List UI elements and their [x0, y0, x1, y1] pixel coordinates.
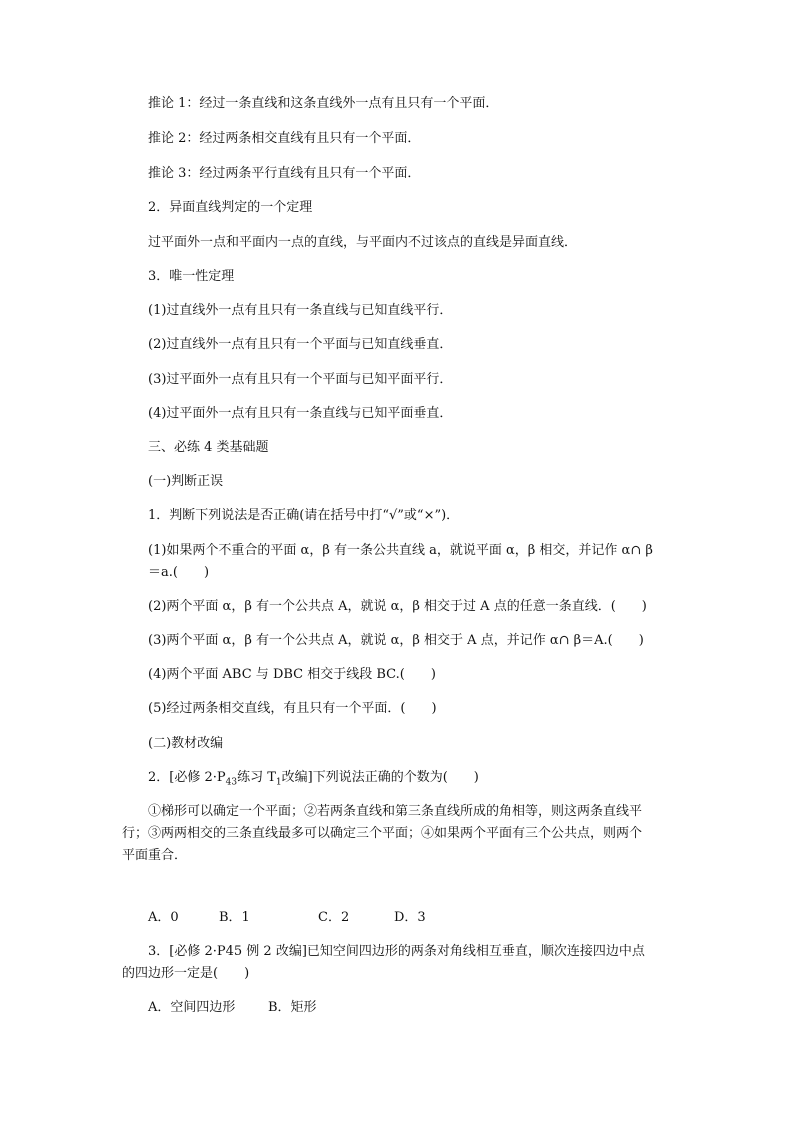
question-2-body-line-3: 平面重合． [122, 848, 188, 863]
question-1-item-1-cont: ＝a.( ) [148, 565, 210, 580]
uniqueness-item-4: (4)过平面外一点有且只有一条直线与已知平面垂直． [148, 406, 453, 421]
question-2-option-a: A．0 [148, 910, 179, 925]
question-1-item-2: (2)两个平面 α，β 有一个公共点 A，就说 α，β 相交于过 A 点的任意一条直线．( ) [148, 599, 647, 614]
question-2-option-d: D．3 [394, 910, 426, 925]
section-heading-practice: 三、必练 4 类基础题 [148, 440, 269, 455]
question-2-body-line-1: ①梯形可以确定一个平面；②若两条直线和第三条直线所成的角相等，则这两条直线平 [148, 804, 643, 819]
question-2-option-c: C．2 [318, 910, 350, 925]
corollary-1: 推论 1：经过一条直线和这条直线外一点有且只有一个平面． [148, 96, 499, 111]
section-heading-uniqueness: 3．唯一性定理 [148, 269, 235, 284]
question-1-item-1: (1)如果两个不重合的平面 α，β 有一条公共直线 a，就说平面 α，β 相交，并记作 α∩ β [148, 543, 653, 558]
subsection-textbook-adapted: (二)教材改编 [148, 736, 224, 751]
corollary-3: 推论 3：经过两条平行直线有且只有一个平面． [148, 166, 421, 181]
section-heading-skew-lines: 2．异面直线判定的一个定理 [148, 200, 313, 215]
corollary-2: 推论 2：经过两条相交直线有且只有一个平面． [148, 131, 421, 146]
question-3-option-b: B．矩形 [268, 1000, 317, 1015]
question-2-stem: 2．[必修 $2\cdot P_{43}$练习 $T_1$改编]下列说法正确的个数为( ) [148, 770, 479, 788]
question-1-stem: 1．判断下列说法是否正确(请在括号中打“√”或“×”)． [148, 508, 460, 523]
question-3-stem-line-2: 的四边形一定是( ) [122, 966, 250, 981]
question-1-item-4: (4)两个平面 ABC 与 DBC 相交于线段 BC.( ) [148, 667, 436, 682]
uniqueness-item-3: (3)过平面外一点有且只有一个平面与已知平面平行． [148, 372, 453, 387]
question-2-option-b: B．1 [219, 910, 250, 925]
question-1-item-5: (5)经过两条相交直线，有且只有一个平面．( ) [148, 701, 437, 716]
skew-lines-theorem: 过平面外一点和平面内一点的直线，与平面内不过该点的直线是异面直线． [148, 235, 578, 250]
question-3-option-a: A．空间四边形 [148, 1000, 236, 1015]
subsection-true-false: (一)判断正误 [148, 474, 224, 489]
uniqueness-item-1: (1)过直线外一点有且只有一条直线与已知直线平行． [148, 303, 453, 318]
uniqueness-item-2: (2)过直线外一点有且只有一个平面与已知直线垂直． [148, 337, 453, 352]
question-1-item-3: (3)两个平面 α，β 有一个公共点 A，就说 α，β 相交于 A 点，并记作 α∩ β＝A.( ) [148, 633, 644, 648]
question-3-stem-line-1: 3．[必修 2·P45 例 2 改编]已知空间四边形的两条对角线相互垂直，顺次连接四边中点 [148, 944, 645, 959]
question-2-body-line-2: 行；③两两相交的三条直线最多可以确定三个平面；④如果两个平面有三个公共点，则两个 [122, 826, 643, 841]
